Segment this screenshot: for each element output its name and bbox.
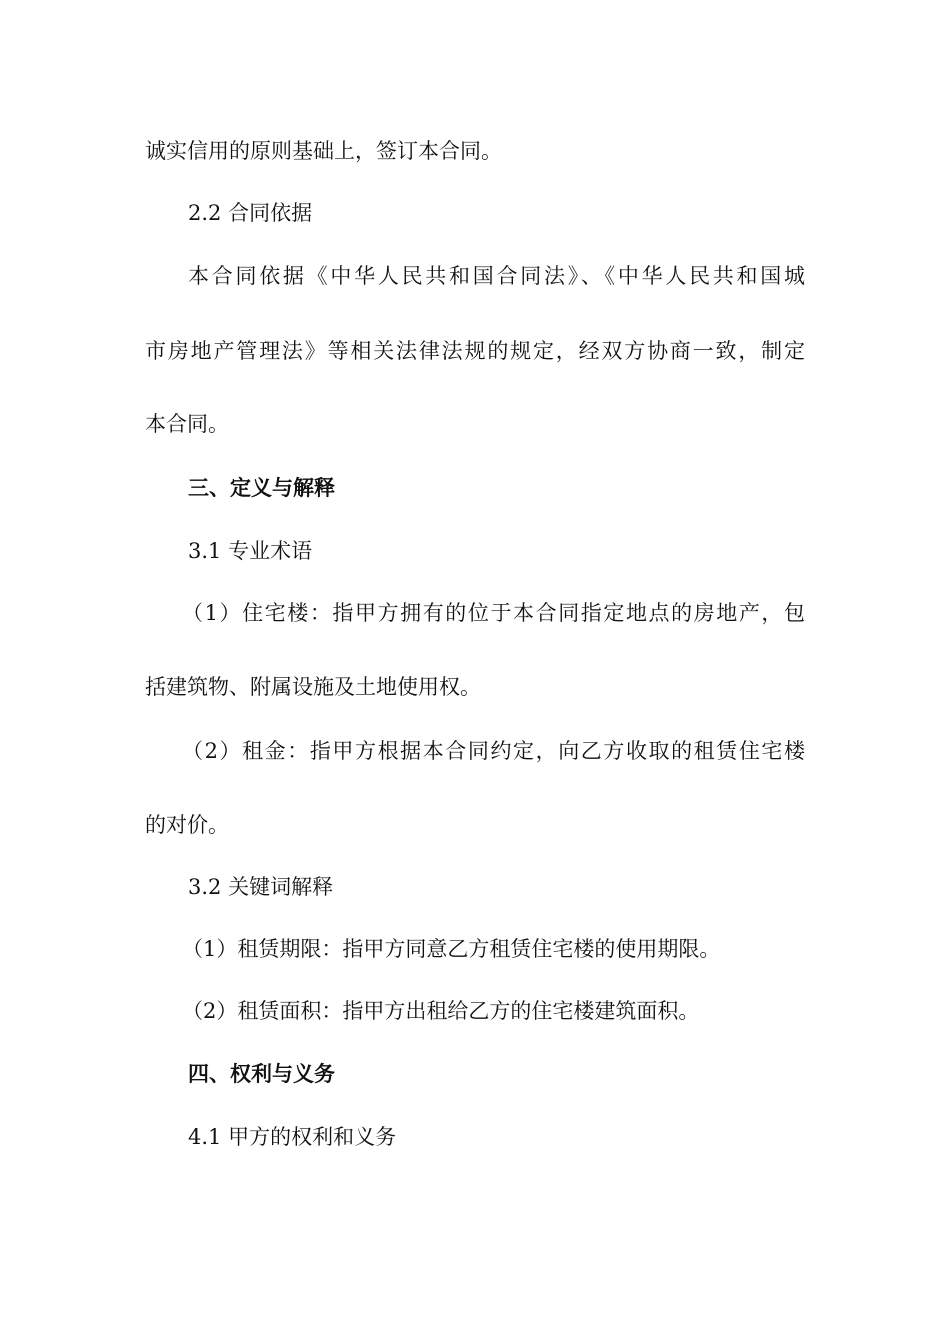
section-heading-3-2: 3.2 关键词解释 (188, 875, 334, 899)
section-heading-4-1: 4.1 甲方的权利和义务 (188, 1125, 397, 1149)
paragraph-line: 本合同依据《中华人民共和国合同法》、《中华人民共和国城 (188, 264, 805, 288)
paragraph-line: （1）住宅楼：指甲方拥有的位于本合同指定地点的房地产，包 (182, 601, 805, 625)
paragraph-line: （2）租金：指甲方根据本合同约定，向乙方收取的租赁住宅楼 (182, 739, 805, 763)
paragraph-line: 诚实信用的原则基础上，签订本合同。 (145, 139, 502, 163)
paragraph-line: 的对价。 (145, 813, 229, 837)
paragraph-line: （1）租赁期限：指甲方同意乙方租赁住宅楼的使用期限。 (182, 937, 721, 961)
chapter-heading-4: 四、权利与义务 (188, 1061, 335, 1086)
section-heading-2-2: 2.2 合同依据 (188, 201, 313, 225)
section-heading-3-1: 3.1 专业术语 (188, 539, 313, 563)
paragraph-line: （2）租赁面积：指甲方出租给乙方的住宅楼建筑面积。 (182, 999, 700, 1023)
paragraph-line: 括建筑物、附属设施及土地使用权。 (145, 675, 481, 699)
paragraph-line: 市房地产管理法》等相关法律法规的规定，经双方协商一致，制定 (145, 339, 805, 363)
paragraph-line: 本合同。 (145, 412, 229, 436)
chapter-heading-3: 三、定义与解释 (188, 475, 335, 500)
